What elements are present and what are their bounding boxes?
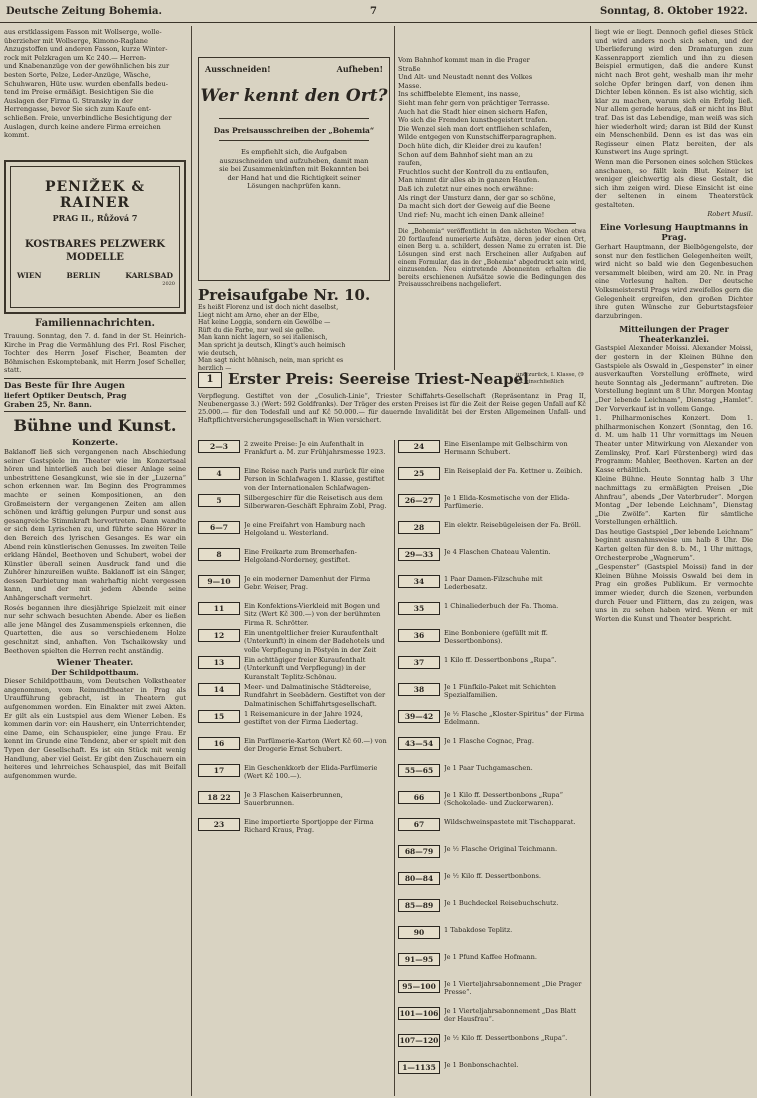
verse-line: Ins schiffbelebte Element, ins nasse, xyxy=(398,90,521,99)
prize-row xyxy=(198,710,388,735)
intro-line: aus erstklassigem Fasson mit Wollserge, wolle- xyxy=(4,28,162,36)
verse-line: Vom Bahnhof kommt man in die Prager xyxy=(398,56,530,64)
prize-number: 12 xyxy=(198,629,240,642)
intro-line: Auslagen, durch keine andere Firma erreichen xyxy=(4,122,161,131)
prize-number: 38 xyxy=(398,683,440,696)
prize-number: 9—10 xyxy=(198,575,240,588)
contest-title: Wer kennt den Ort? xyxy=(200,86,388,106)
verse-line: Die Wenzel sieh man dort entfliehen schlafen, xyxy=(398,124,552,133)
prize-row xyxy=(398,1034,586,1059)
verse-line: Und Alt- und Neustadt nennt des Volkes xyxy=(398,73,533,82)
prize-text: Meer- und Dalmatinische Städtereise, Rundfahrt in Seebädern. Gestiftet von der Dalmatinischen Schiffahrtsgesellschaft. xyxy=(244,683,386,708)
prize-row xyxy=(398,980,586,1005)
prize-text: Je 1 Flasche Cognac, Prag. xyxy=(444,737,535,745)
prize-number: 5 xyxy=(198,494,240,507)
task-line: Es heißt Florenz und ist doch nicht daselbst, xyxy=(198,304,339,311)
prize-text: Ein achttägiger freier Kuraufenthalt (Unterkunft und Verpflegung) in der Kuranstalt Teplitz-Schönau. xyxy=(244,656,366,681)
prize-row xyxy=(398,899,586,924)
verse-line: Masse. xyxy=(398,81,422,90)
task-line: Hat keine Loggia, sondern ein Gewölbe — xyxy=(198,319,331,327)
prize-number: 55—65 xyxy=(398,764,440,777)
intro-line: kommt. xyxy=(4,131,30,140)
prize-number: 15 xyxy=(198,710,240,723)
prize-text: 1 Kilo ff. Dessertbonbons „Rupa“. xyxy=(444,656,557,664)
prize-number: 8 xyxy=(198,548,240,561)
issue-date: Sonntag, 8. Oktober 1922. xyxy=(600,6,748,17)
prize-number: 17 xyxy=(198,764,240,777)
verse-line: Und rief: Nu, macht ich einen Dank alleine! xyxy=(398,210,545,219)
prize-number: 101—106 xyxy=(399,1009,439,1018)
intro-paragraph xyxy=(4,28,186,154)
ad-cities xyxy=(17,271,173,280)
prize-row xyxy=(198,737,388,762)
prize-text: 1 Chinaliederbuch der Fa. Thoma. xyxy=(444,602,559,610)
first-prize-title: Erster Preis: Seereise Triest-Neapel xyxy=(228,370,529,388)
verse-line: Straße xyxy=(398,64,421,73)
prize-row xyxy=(398,818,586,843)
prize-number: 67 xyxy=(398,818,440,831)
prize-number: 16 xyxy=(198,737,240,750)
contest-box xyxy=(198,57,390,281)
prize-row xyxy=(398,845,586,870)
prize-text: Eine Bonboniere (gefüllt mit ff. Dessertbonbons). xyxy=(444,629,548,646)
task-line: Rüft du die Farbe, nur weil sie gelbe. xyxy=(198,326,315,334)
prize-text: Je 1 Vierteljahrsabonnement „Die Prager Presse“. xyxy=(444,980,582,997)
verse-line: Auch hat die Stadt hier einen sichern Hafen, xyxy=(398,107,548,116)
prize-row xyxy=(198,791,388,816)
verse-line: Schon auf dem Bahnhof sieht man an zu xyxy=(398,150,533,159)
prize-row xyxy=(198,656,388,681)
penizek-rainer-ad xyxy=(4,160,186,314)
prize-text: Je 1 Buchdeckel Reisebuchschutz. xyxy=(444,899,559,907)
task-line: Man kann nicht lagern, so sei italienisch, xyxy=(198,334,328,342)
prize-row xyxy=(398,926,586,951)
prize-number: 43—54 xyxy=(398,737,440,750)
prize-number: 91—95 xyxy=(398,953,440,966)
prize-number: 90 xyxy=(398,926,440,939)
right-column xyxy=(595,28,753,1094)
intro-line: tend im Preise ermäßigt. Besichtigen Sie die xyxy=(4,88,154,97)
ad-name: PENIŽEK & RAINER xyxy=(44,179,146,211)
task-line: herzlich — xyxy=(198,364,232,370)
prize-number: 95—100 xyxy=(398,980,440,993)
task-title: Preisaufgabe Nr. 10. xyxy=(198,286,371,304)
wiener-theater-title: Wiener Theater. xyxy=(56,658,134,669)
middle-column xyxy=(398,56,586,370)
task-verse xyxy=(198,304,388,370)
cut-label: Ausschneiden! xyxy=(205,64,271,74)
verse-line: Doch hüte dich, dir Kleider drei zu kaufen! xyxy=(398,141,542,150)
optiker-line-2: liefert Optiker Deutsch, Prag xyxy=(4,390,127,400)
philharmonie-text: 1. Philharmonisches Konzert. Dom 1. philharmonischen Konzert (Sonntag, den 16. d. M. um halb 11 Uhr vormittags im Neuen Theater unter Mitwirkung von Alexander von Zemlinsky, Prof. Karl Fürstenberg) wird das Programm: Mahler, Beethoven. Karten an der Kasse erhältlich. xyxy=(595,414,753,474)
first-prize-suffix: und zurück, I. Klasse, (9 Kl. einschließlich xyxy=(516,372,584,385)
concert-title: Konzerte. xyxy=(71,437,119,448)
prize-row xyxy=(398,1007,586,1032)
intro-line: Anzugstoffen und anderen Fasson, kurze Winter- xyxy=(4,45,168,54)
page-header xyxy=(0,0,757,23)
task-line: Man sagt nicht höhnisch, nein, man spricht es xyxy=(198,357,344,365)
prize-number: 66 xyxy=(398,791,440,804)
prize-text: Ein elektr. Reisebügeleisen der Fa. Bröll. xyxy=(444,521,581,529)
intro-line: rock mit Pelzkragen um Kc 240.— Herren- xyxy=(4,53,147,62)
prize-row xyxy=(198,764,388,789)
kleine-buehne-text: Kleine Bühne. Heute Sonntag halb 3 Uhr nachmittags zu ermäßigten Preisen „Die Ahnfrau“, abends „Der Vaterbruder“. Morgen Montag „Der lebende Leichnam“, Dienstag „Die Zwölfe“. Karten für sämtliche Vorstellungen erhältlich. xyxy=(595,475,753,527)
prize-text: Silbergeschirr für die Reisetisch aus dem Silberwaren-Geschäft Ephraim Zobl, Prag. xyxy=(244,494,387,511)
prize-number: 28 xyxy=(398,521,440,534)
contest-instructions: Es empfiehlt sich, die Aufgaben auszuschneiden und aufzuheben, damit man sie bei Zusammenkünften mit Bekannten bei der Hand hat und die Richtigkeit seiner Lösungen nachprüfen kann. xyxy=(219,148,369,191)
verse-line: Daß ich zuletzt nur eines noch erwähne: xyxy=(398,184,534,193)
task-line: Man spricht ja deutsch, Klingt's auch heimisch xyxy=(198,341,346,349)
ad-city-berlin: BERLIN xyxy=(66,271,101,280)
prize-number: 29—33 xyxy=(398,548,440,561)
verse xyxy=(398,56,586,219)
intro-line: besten Sorte, Pelze, Leder-Anzüge, Wäsche, xyxy=(4,70,151,79)
prize-text: Je ½ Flasche Original Teichmann. xyxy=(444,845,558,853)
review-text-mid: Wenn man die Personen eines solchen Stückes anschauen, so fällt kein Blut. Keiner ist weniger gleichwertig als diese Gestalt, die sich ihm zeigen wird. Diese Einsicht ist eine der seltenen in einem Theaterstück gestalteten. xyxy=(595,157,753,209)
ad-ref: 2020 xyxy=(162,281,175,287)
gastspiel-text: Das heutige Gastspiel „Der lebende Leichnam“ beginnt ausnahmsweise um halb 8 Uhr. Die Karten gelten für den 8. b. M., 1 Uhr mittags, Orchesterprobe „Wagnerum“. xyxy=(595,527,753,562)
prize-number: 1—1135 xyxy=(398,1061,440,1074)
wiener-subtitle: Der Schildpottbaum. xyxy=(51,668,139,678)
newspaper-name: Deutsche Zeitung Bohemia. xyxy=(6,6,162,17)
family-news-text: Trauung. Sonntag, den 7. d. fand in der St. Heinrich-Kirche in Prag die Vermählung des Frl. Rosl Fischer, Tochter des Herrn Josef Fischer, Beamten der Böhmischen Eskomptebank, mit Herrn Josef Scheller, statt. xyxy=(4,332,186,375)
prize-column-rule xyxy=(394,440,395,1096)
vorlesung-text: Gerhart Hauptmann, der Bielbögengelste, der sonst nur den festlichen Gelegenheiten weilt, wird nicht so bald wie den Gegenbesuchen versammelt bleiben, wird am 20. Nr. in Prag eine Vorlesung halten. Der deutsche Volksmeisterstil Prags wird zweifellos gern die Gelegenheit ergreifen, den großen Dichter ihre guten Wünsche zur Geburtstagsfeier darzubringen. xyxy=(595,243,753,320)
prize-number: 107—120 xyxy=(399,1036,439,1045)
prize-row xyxy=(398,791,586,816)
prize-number: 18 22 xyxy=(198,791,240,804)
ad-address: PRAG II., Růžová 7 xyxy=(52,213,138,223)
prize-row xyxy=(398,953,586,978)
prize-row xyxy=(398,710,586,735)
prize-number: 85—89 xyxy=(398,899,440,912)
prize-text: Ein Geschenkkorb der Elida-Parfümerie (Wert Kč 100.—). xyxy=(244,764,378,781)
column-rule-1 xyxy=(191,26,192,1096)
task-line: wie deutsch, xyxy=(198,349,238,357)
prize-number: 6—7 xyxy=(198,521,240,534)
prize-text: Je ½ Kilo ff. Dessertbonbons. xyxy=(444,872,541,880)
prize-number: 24 xyxy=(398,440,440,453)
prize-row xyxy=(198,521,388,546)
prize-text: Je 1 Fünfkilo-Paket mit Schichten Spezialfamilien. xyxy=(444,683,556,700)
prize-number: 4 xyxy=(198,467,240,480)
intro-line: Herrengasse, bevor Sie sich zum Kaufe ent- xyxy=(4,105,151,114)
optiker-ad xyxy=(4,378,186,412)
prize-row xyxy=(198,683,388,708)
wiener-text: Dieser Schildpottbaum, vom Deutschen Volkstheater angenommen, vom Reimundtheater in Prag als Uraufführung gebracht, ist in Theatern gut aufgenommen worden. Ein Einakter mit zwei Akten. Er gilt als ein Lustspiel aus dem Wiener Leben. Es kommen darin vor: ein Hausherr, ein Unterrichtender, eine Dame, ein Schauspieler, eine junge Frau. Er kennt im Grunde eine Tendenz, aber er spielt mit den Typen der Gesellschaft. Es ist ein Stück mit wenig Handlung, aber viel Geist. Er gibt den Zuschauern ein heiteres und lehrreiches Schauspiel, das mit Beifall aufgenommen wurde. xyxy=(4,677,186,780)
prize-row xyxy=(398,737,586,762)
ad-tagline-2: MODELLE xyxy=(66,252,124,263)
page-number: 7 xyxy=(370,6,377,17)
prize-row xyxy=(398,629,586,654)
prize-row xyxy=(398,548,586,573)
prize-number: 23 xyxy=(198,818,240,831)
prize-text: Ein Parfümerie-Karton (Wert Kč 60.—) von der Drogerie Ernst Schubert. xyxy=(244,737,387,754)
prize-number: 68—79 xyxy=(398,845,440,858)
first-prize-label: 1 xyxy=(198,372,222,388)
prize-row xyxy=(398,494,586,519)
concert-text: Baklanoff ließ sich vergangenen nach Abschiedung seiner Gastspiele im Theater wie im Konzertsaal hören und hinterließ auch bei dieser Anlage seine unbestrittene Gesangkunst, wie sie in der „Luzerna“ schon erkennen war. Im Beginn des Programmes machte er seinen Kompositionen, an den Großmeistern der vergangenen Zeiten am allen schönen und kräftig gelungen Purpur und sonst aus gesangreiche Stimmkraft hervortreten. Dann wandte er sich dem Lyrischen zu, und führte seine Hörer in den Bereich des lyrischen Gesanges. Es war ein Abend rein künstlerischen Genusses. Im zweiten Teile erklang Händel, Beethoven und Schubert, wobei der Künstler überall seinen Ausdruck fand und die Zuhörer hinzureißen wußte. Baklanoff ist ein Sänger, dessen Darbietung man wahrhaftig nicht vergessen kann, und der mit jedem Abende seine Anhängerschaft vermehrt. xyxy=(4,447,186,603)
verse-line: Man nimmt dir alles ab in ganzen Haufen. xyxy=(398,176,540,185)
prize-text: Eine Eisenlampe mit Gelbschirm von Hermann Schubert. xyxy=(444,440,568,457)
prize-row xyxy=(398,1061,586,1086)
prize-text: Je ½ Flasche „Kloster-Spiritus“ der Firma Edelmann. xyxy=(444,710,585,727)
prize-text: Je 1 Kilo ff. Dessertbonbons „Rupa“ (Schokolade- und Zuckerwaren). xyxy=(444,791,563,808)
review-text-top: liegt wie er liegt. Dennoch gefiel dieses Stück und wird anders noch sich sehen, und der Uberlieferung wird den Dramaturgen zum Kassenrapport ziemlich und ihn zu diesen Beispiel ermutigen, daß die andere Kunst nicht nach Brot geht, weshalb man ihr mehr solche Opfer bringen darf, von denen ihm Dichter leben können. Es ist also wichtig, sich klar zu machen, warum sich ein Erfolg ließ. Nur allem gerade heraus, daß er nicht ins Blut traf. Das ist das Lebendige, man weiß was sich hier wiederholt wird; daran ist Bild der Kunst ein Menschenbild. Denn es ist das was ein Regisseur einen Platz bereiten, der als Kunstwert ins Auge springt. xyxy=(595,28,753,157)
intro-line: überzieher mit Wollserge, Kimono-Raglane xyxy=(4,36,148,45)
verse-line: Wilde entgegen von Kunstschifferparagraphen. xyxy=(398,133,557,142)
column-rule-2 xyxy=(394,26,395,370)
prize-row xyxy=(198,467,388,492)
optiker-line-1: Das Beste für Ihre Augen xyxy=(4,380,125,391)
verse-line: Sieht man fehr gern von prächtiger Terrasse. xyxy=(398,98,550,107)
verse-rule xyxy=(408,223,576,224)
verse-line: raufen, xyxy=(398,159,423,168)
prize-number: 11 xyxy=(198,602,240,615)
prize-row xyxy=(398,467,586,492)
concert-text-2: Rosés begannen ihre diesjährige Spielzeit mit einer nur sehr schwach besuchten Abende. Aber es ließen alle jene Mängel des Zusammenspiels erkennen, die Quartetten, die aus so verschiedenem Holze geschnitzt sind, anhaften. Von Tschaikowsky und Beethoven spielten die Herren recht anständig. xyxy=(4,603,186,655)
prize-row xyxy=(398,656,586,681)
verse-line: Wo sich die Fremden kunstbegeistert trafen. xyxy=(398,116,548,125)
prize-row xyxy=(398,440,586,465)
prize-text: Wildschweinspastete mit Tischapparat. xyxy=(444,818,576,826)
prize-text: Je 1 Pfund Kaffee Hofmann. xyxy=(444,953,537,961)
prize-text: Ein Reiseplaid der Fa. Kettner u. Zeibich. xyxy=(444,467,583,475)
prize-text: Je 1 Bonbonschachtel. xyxy=(444,1061,519,1069)
verse-line: Da macht sich dort der Geweig auf die Beene xyxy=(398,202,551,211)
review-author: Robert Musil. xyxy=(707,210,753,219)
intro-line: und Knabenanzüge von der gewöhnlichen bis zur xyxy=(4,62,170,71)
prize-row xyxy=(398,683,586,708)
prize-text: 1 Tabakdose Teplitz. xyxy=(444,926,513,934)
section-title: Bühne und Kunst. xyxy=(13,415,177,435)
intro-line: Auslagen der Firma G. Stransky in der xyxy=(4,96,134,105)
prize-row xyxy=(398,521,586,546)
intro-line: schließen. Freie, unverbindliche Besichtigung der xyxy=(4,113,172,122)
column-rule-3 xyxy=(590,26,591,1096)
prize-text: Je 3 Flaschen Kaiserbrunnen, Sauerbrunnen. xyxy=(244,791,343,808)
prize-text: Je eine Freifahrt von Hamburg nach Helgoland u. Westerland. xyxy=(244,521,366,538)
prize-list-right xyxy=(398,440,586,1096)
optiker-line-3: Graben 25, Nr. 8ann. xyxy=(4,399,92,409)
prize-text: Je 1 Vierteljahrsabonnement „Das Blatt der Hausfrau“. xyxy=(444,1007,577,1024)
prize-row xyxy=(198,629,388,654)
prize-number: 14 xyxy=(198,683,240,696)
ad-city-wien: WIEN xyxy=(17,271,42,280)
first-prize xyxy=(198,372,586,432)
prize-number: 35 xyxy=(398,602,440,615)
prize-list-left xyxy=(198,440,388,1096)
prize-row xyxy=(198,575,388,600)
prize-text: Je ½ Kilo ff. Dessertbonbons „Rupa“. xyxy=(444,1034,568,1042)
prize-text: 1 Reisemanicure in der Jahre 1924, gestiftet von der Firma Liedertag. xyxy=(244,710,363,727)
prize-number: 39—42 xyxy=(398,710,440,723)
contest-subtitle: Das Preisausschreiben der „Bohemia“ xyxy=(213,126,375,135)
prize-row xyxy=(198,494,388,519)
final-text: „Gespenster“ (Gastspiel Moissi) fand in der Kleinen Bühne Moissis Oswald bei dem in Prag ein großes Publikum. Er vermochte immer wieder, durch die Szenen, verbunden durch Feuer und Flittern, das zu zeigen, was uns in zu sehen haben wird. Wenn er mit Worten die Kunst und Theater bespricht. xyxy=(595,563,753,623)
prize-number: 2—3 xyxy=(198,440,240,453)
verse-line: Fruchtlos sucht der Kontroll du zu entlaufen, xyxy=(398,167,550,176)
prize-text: Je ein moderner Damenhut der Firma Gebr. Weiser, Prag. xyxy=(244,575,371,592)
prize-row xyxy=(398,602,586,627)
verse-line: Als ringt der Umsturz dann, der gar so schöne, xyxy=(398,193,556,202)
ad-city-karlsbad: KARLSBAD xyxy=(125,271,173,280)
prize-number: 26—27 xyxy=(398,494,440,507)
prize-row xyxy=(398,575,586,600)
prize-row xyxy=(398,872,586,897)
prize-number: 80—84 xyxy=(398,872,440,885)
prize-number: 36 xyxy=(398,629,440,642)
kanzlei-text: Gastspiel Alexander Moissi. Alexander Moissi, der gestern in der Kleinen Bühne den Gastspiele als Oswald in „Gespenster“ in einer ausverkauften Vorstellung eröffnete, wird heute Sonntag als „Jedermann“ auftreten. Die Vorstellung beginnt um 8 Uhr. Morgen Montag „Der lebende Leichnam“, Dienstag „Hamlet“. Der Vorverkauf ist in vollem Gange. xyxy=(595,344,753,413)
kanzlei-title: Mitteilungen der Prager Theaterkanzlei. xyxy=(619,324,729,345)
prize-text: 1 Paar Damen-Filzschuhe mit Lederbesatz. xyxy=(444,575,543,592)
intro-line: Schuhwaren, Hüte usw. wurden ebenfalls bedeu- xyxy=(4,79,168,88)
contest-note: Die „Bohemia“ veröffentlicht in den nächsten Wochen etwa 20 fortlaufend numerierte Aufsätze, deren jeder einen Ort, einen Berg u. a. schildert, dessen Name zu erraten ist. Die Lösungen sind erst nach Erscheinen aller Aufgaben auf einem Formular, das in der „Bohemia“ abgedruckt sein wird, einzusenden. Neu eintretende Abonnenten erhalten die bereits erschienenen Aufsätze sowie die Bedingungen des Preisausschreibens nachgeliefert. xyxy=(398,228,586,289)
prize-row xyxy=(198,602,388,627)
prize-number: 25 xyxy=(398,467,440,480)
prize-row xyxy=(198,548,388,573)
family-news-title: Familiennachrichten. xyxy=(35,318,155,329)
vorlesung-title: Eine Vorlesung Hauptmanns in Prag. xyxy=(599,223,749,244)
task-line: Liegt nicht am Arno, eher an der Elbe, xyxy=(198,311,320,319)
prize-text: Je 4 Flaschen Chateau Valentin. xyxy=(444,548,551,556)
contest-rule xyxy=(219,118,369,119)
prize-text: Eine Freikarte zum Bremerhafen-Helgoland-Norderney, gestiftet. xyxy=(244,548,357,565)
prize-text: Je 1 Elida-Kosmetische von der Elida-Parfümerie. xyxy=(444,494,570,511)
prize-text: Ein Konfektions-Vierkleid mit Bogen und Sitz (Wert Kč 300.—) von der berühmten Firma R. Schrötter. xyxy=(244,602,381,627)
prize-text: Ein unentgeltlicher freier Kuraufenthalt (Unterkunft) in einem der Badehotels und volle Verpflegung in Pöstyén in der Zeit xyxy=(244,629,385,654)
contest-rule-2 xyxy=(219,140,369,141)
prize-text: 2 zweite Preise: Je ein Aufenthalt in Frankfurt a. M. zur Frühjahrsmesse 1923. xyxy=(244,440,386,457)
prize-number: 37 xyxy=(398,656,440,669)
prize-text: Eine Reise nach Paris und zurück für eine Person in Schlafwagen 1. Klasse, gestiftet von der Internationalen Schlafwagen- xyxy=(244,467,385,492)
first-prize-text: Verpflegung. Gestiftet von der „Cosulich-Linie“, Triester Schiffahrts-Gesellschaft (Repräsentanz in Prag II, Neubenergasse 3.) (Wert: 592 Goldfranks). Der Träger des ersten Preises ist für die Zeit der Reise gegen Unfall auf Kč 25.000.— für den Todesfall und auf Kč 50.000.— für dauernde Invalidität bei der Ersten Allgemeinen Unfall- und Haftpflichtversicherungsgesellschaft in Wien versichert. xyxy=(198,392,586,424)
prize-row xyxy=(398,764,586,789)
prize-text: Eine importierte Sportjoppe der Firma Richard Kraus, Prag. xyxy=(244,818,374,835)
ad-tagline-1: KOSTBARES PELZWERK xyxy=(25,239,165,250)
keep-label: Aufheben! xyxy=(336,64,383,74)
left-column-lower xyxy=(4,316,186,1096)
prize-row xyxy=(198,440,388,465)
prize-number: 13 xyxy=(198,656,240,669)
prize-text: Je 1 Paar Tuchgamaschen. xyxy=(444,764,533,772)
prize-number: 34 xyxy=(398,575,440,588)
prize-row xyxy=(198,818,388,843)
